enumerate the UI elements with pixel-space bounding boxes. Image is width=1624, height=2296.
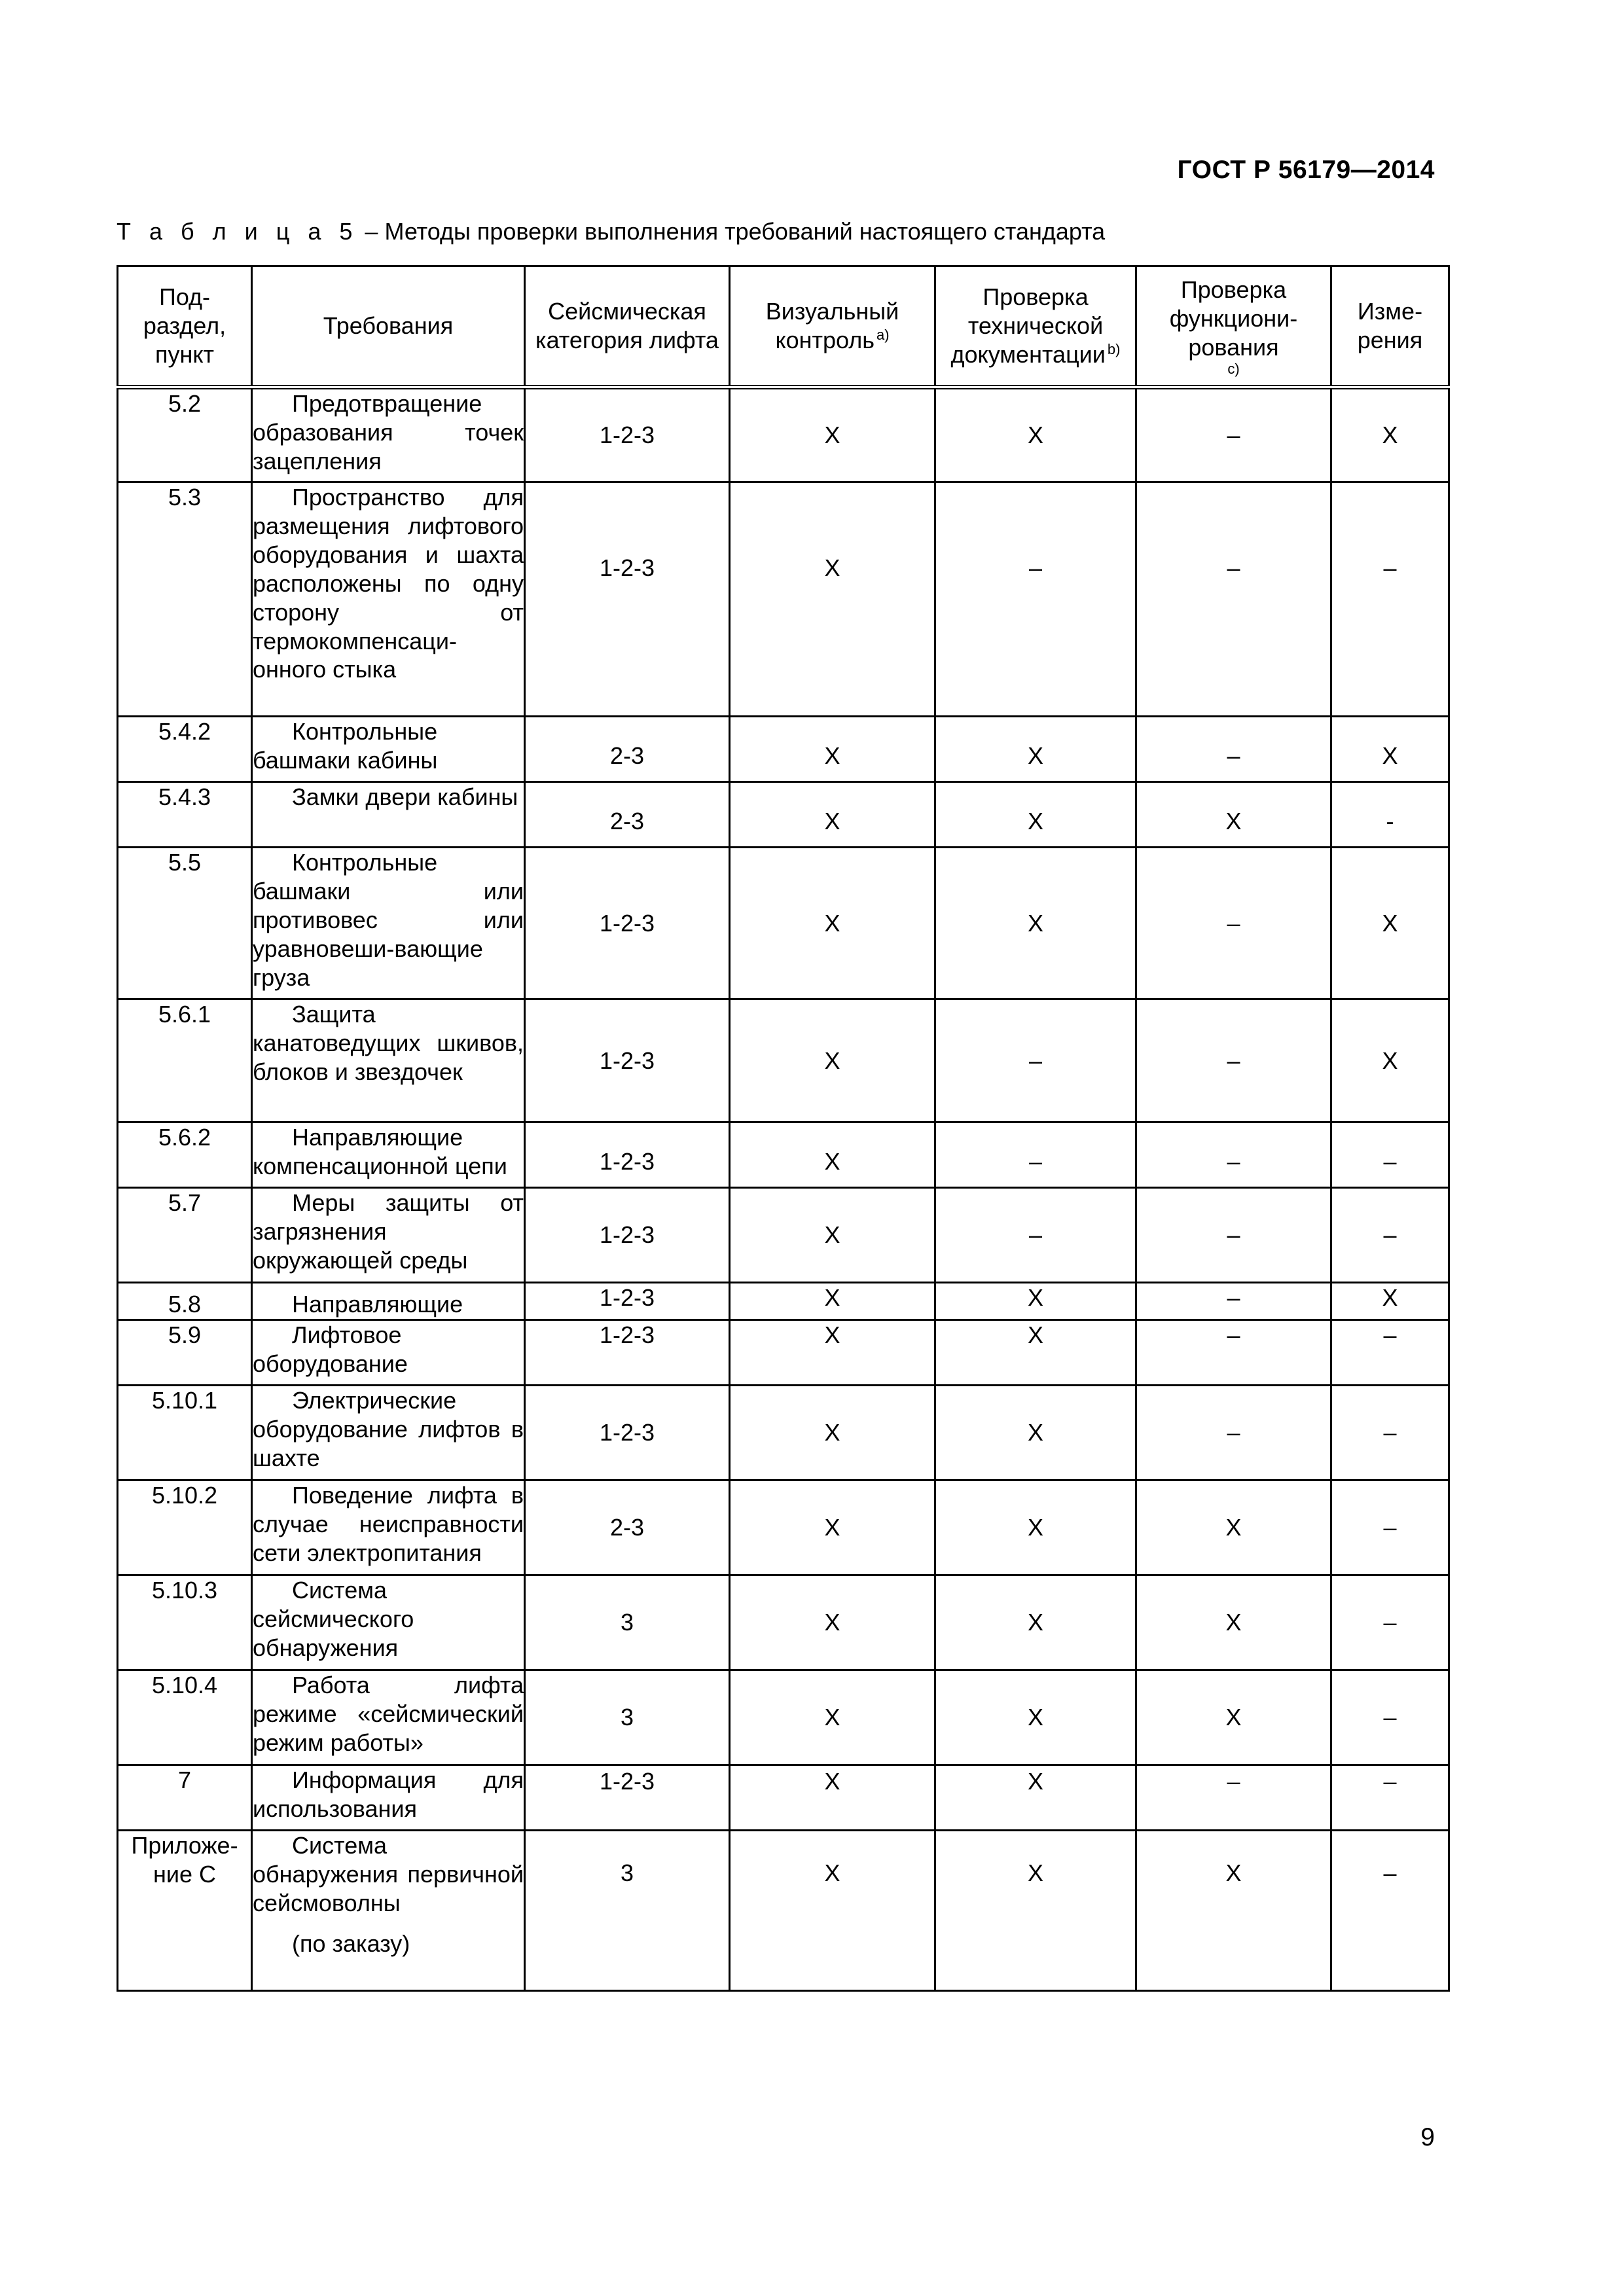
table-row (118, 1575, 1449, 1670)
visual-cell: X (730, 1480, 935, 1575)
function-cell: X (1136, 1831, 1331, 1991)
table-row (118, 999, 1449, 1122)
function-cell: – (1136, 1386, 1331, 1480)
category-cell: 3 (525, 1670, 730, 1765)
docs-cell: X (935, 1283, 1136, 1320)
visual-cell: X (730, 1122, 935, 1188)
methods-table (117, 265, 1450, 1992)
col-header-docs-label: Проверка технической документации (950, 283, 1106, 368)
section-cell: 5.4.3 (118, 782, 252, 848)
visual-cell: X (730, 782, 935, 848)
visual-cell: X (730, 387, 935, 482)
docs-cell: X (935, 387, 1136, 482)
function-cell: – (1136, 848, 1331, 999)
function-cell: X (1136, 1575, 1331, 1670)
col-header-category (525, 266, 730, 387)
requirement-cell (252, 1283, 525, 1320)
requirement-cell (252, 848, 525, 999)
table-row (118, 1670, 1449, 1765)
function-cell: – (1136, 1320, 1331, 1386)
section-cell: 5.8 (118, 1283, 252, 1320)
table-row (118, 1765, 1449, 1831)
footnote-c-marker: c) (1227, 360, 1240, 377)
col-header-function (1136, 266, 1331, 387)
docs-cell: – (935, 999, 1136, 1122)
measure-cell: – (1331, 1831, 1449, 1991)
measure-cell: - (1331, 782, 1449, 848)
category-cell: 1-2-3 (525, 1122, 730, 1188)
requirement-cell (252, 1670, 525, 1765)
section-cell: 5.6.2 (118, 1122, 252, 1188)
requirement-cell (252, 782, 525, 848)
document-id: ГОСТ Р 56179—2014 (1177, 156, 1435, 184)
requirement-text: Контрольные башмаки кабины (253, 718, 438, 774)
measure-cell: – (1331, 482, 1449, 717)
category-cell: 1-2-3 (525, 1283, 730, 1320)
col-header-category-label: Сейсмическая категория лифта (535, 298, 719, 353)
section-cell: 5.4.2 (118, 717, 252, 782)
table-row (118, 717, 1449, 782)
measure-cell: – (1331, 1765, 1449, 1831)
requirement-cell (252, 482, 525, 717)
requirement-cell (252, 1188, 525, 1283)
measure-cell: X (1331, 1283, 1449, 1320)
table-row (118, 1831, 1449, 1991)
col-header-visual-label: Визуальный контроль (765, 298, 899, 353)
requirement-text: Предотвращение образования точек зацепления (253, 390, 524, 475)
requirement-text: Меры защиты от загрязнения окружающей среды (253, 1189, 524, 1274)
category-cell: 1-2-3 (525, 387, 730, 482)
measure-cell: – (1331, 1386, 1449, 1480)
col-header-section-label: Под- раздел, пункт (143, 283, 226, 368)
table-caption-text: – Методы проверки выполнения требований настоящего стандарта (358, 218, 1106, 245)
section-cell: 5.6.1 (118, 999, 252, 1122)
requirement-text: Замки двери кабины (292, 783, 518, 810)
table-row (118, 782, 1449, 848)
function-cell: X (1136, 1670, 1331, 1765)
docs-cell: X (935, 1831, 1136, 1991)
col-header-measure-label: Изме-рения (1357, 298, 1423, 353)
docs-cell: X (935, 717, 1136, 782)
table-row (118, 1122, 1449, 1188)
visual-cell: X (730, 1386, 935, 1480)
visual-cell: X (730, 1670, 935, 1765)
section-cell: 5.10.1 (118, 1386, 252, 1480)
category-cell: 1-2-3 (525, 1188, 730, 1283)
page-number: 9 (1420, 2123, 1435, 2151)
measure-cell: X (1331, 999, 1449, 1122)
category-cell: 1-2-3 (525, 482, 730, 717)
visual-cell: X (730, 482, 935, 717)
requirement-cell (252, 1122, 525, 1188)
section-cell: 5.9 (118, 1320, 252, 1386)
category-cell: 2-3 (525, 782, 730, 848)
table-row (118, 848, 1449, 999)
docs-cell: X (935, 782, 1136, 848)
table-row (118, 1188, 1449, 1283)
requirement-text: Электрические оборудование лифтов в шахте (253, 1387, 524, 1471)
requirement-cell (252, 999, 525, 1122)
requirement-text: Защита канатоведущих шкивов, блоков и звездочек (253, 1001, 524, 1085)
table-row (118, 1283, 1449, 1320)
requirement-text: Направляющие (292, 1291, 463, 1318)
function-cell: X (1136, 782, 1331, 848)
measure-cell: X (1331, 387, 1449, 482)
visual-cell: X (730, 1831, 935, 1991)
visual-cell: X (730, 1283, 935, 1320)
section-cell: 5.10.2 (118, 1480, 252, 1575)
requirement-cell (252, 1831, 525, 1991)
col-header-requirement (252, 266, 525, 387)
requirement-text: Система обнаружения первичной сейсмоволны (253, 1832, 524, 1916)
section-cell: Приложе- ние С (118, 1831, 252, 1991)
function-cell: – (1136, 999, 1331, 1122)
col-header-section (118, 266, 252, 387)
requirement-cell (252, 1480, 525, 1575)
requirement-text: Поведение лифта в случае неисправности сети электропитания (253, 1482, 524, 1566)
requirement-text: Лифтовое оборудование (253, 1321, 408, 1377)
table-header-row (118, 266, 1449, 387)
visual-cell: X (730, 1320, 935, 1386)
function-cell: – (1136, 482, 1331, 717)
category-cell: 1-2-3 (525, 999, 730, 1122)
table-row (118, 1480, 1449, 1575)
table-row (118, 1320, 1449, 1386)
requirement-text: Информация для использования (253, 1767, 524, 1822)
measure-cell: – (1331, 1575, 1449, 1670)
measure-cell: – (1331, 1670, 1449, 1765)
requirement-cell (252, 1765, 525, 1831)
docs-cell: X (935, 1575, 1136, 1670)
section-cell: 7 (118, 1765, 252, 1831)
docs-cell: X (935, 848, 1136, 999)
docs-cell: X (935, 1670, 1136, 1765)
measure-cell: – (1331, 1122, 1449, 1188)
requirement-note: (по заказу) (292, 1929, 410, 1957)
section-cell: 5.7 (118, 1188, 252, 1283)
measure-cell: – (1331, 1480, 1449, 1575)
category-cell: 1-2-3 (525, 1386, 730, 1480)
table-row (118, 1386, 1449, 1480)
visual-cell: X (730, 848, 935, 999)
docs-cell: – (935, 482, 1136, 717)
section-cell: 5.3 (118, 482, 252, 717)
visual-cell: X (730, 1765, 935, 1831)
docs-cell: X (935, 1386, 1136, 1480)
footnote-b-marker: b) (1107, 340, 1121, 357)
visual-cell: X (730, 1575, 935, 1670)
section-cell: 5.10.3 (118, 1575, 252, 1670)
category-cell: 1-2-3 (525, 1765, 730, 1831)
category-cell: 1-2-3 (525, 1320, 730, 1386)
docs-cell: X (935, 1320, 1136, 1386)
function-cell: X (1136, 1480, 1331, 1575)
category-cell: 2-3 (525, 1480, 730, 1575)
docs-cell: – (935, 1122, 1136, 1188)
category-cell: 2-3 (525, 717, 730, 782)
measure-cell: – (1331, 1320, 1449, 1386)
requirement-text: Направляющие компенсационной цепи (253, 1124, 507, 1179)
section-cell: 5.5 (118, 848, 252, 999)
visual-cell: X (730, 1188, 935, 1283)
requirement-cell (252, 1386, 525, 1480)
category-cell: 3 (525, 1831, 730, 1991)
requirement-text: Работа лифта режиме «сейсмический режим работы» (253, 1672, 524, 1756)
col-header-function-label: Проверка функциони-рования (1169, 276, 1298, 361)
function-cell: – (1136, 717, 1331, 782)
table-caption (117, 218, 1105, 245)
function-cell: – (1136, 1765, 1331, 1831)
function-cell: – (1136, 1188, 1331, 1283)
docs-cell: – (935, 1188, 1136, 1283)
measure-cell: X (1331, 848, 1449, 999)
requirement-text: Контрольные башмаки или противовес или уравновеши-вающие груза (253, 849, 524, 991)
col-header-measure (1331, 266, 1449, 387)
requirement-text: Пространство для размещения лифтового оборудования и шахта расположены по одну сторону от термокомпенсаци-онного стыка (253, 484, 524, 683)
function-cell: – (1136, 1122, 1331, 1188)
requirement-cell (252, 717, 525, 782)
category-cell: 1-2-3 (525, 848, 730, 999)
footnote-a-marker: a) (876, 327, 890, 343)
requirement-text: Система сейсмического обнаружения (253, 1577, 414, 1661)
requirement-cell (252, 1575, 525, 1670)
requirement-cell (252, 1320, 525, 1386)
requirement-cell (252, 387, 525, 482)
table-row (118, 387, 1449, 482)
table-row (118, 482, 1449, 717)
table-caption-label: Т а б л и ц а 5 (117, 218, 359, 245)
section-cell: 5.2 (118, 387, 252, 482)
function-cell: – (1136, 387, 1331, 482)
measure-cell: – (1331, 1188, 1449, 1283)
function-cell: – (1136, 1283, 1331, 1320)
section-cell: 5.10.4 (118, 1670, 252, 1765)
docs-cell: X (935, 1480, 1136, 1575)
col-header-docs (935, 266, 1136, 387)
col-header-visual (730, 266, 935, 387)
visual-cell: X (730, 717, 935, 782)
docs-cell: X (935, 1765, 1136, 1831)
col-header-requirement-label: Требования (323, 312, 454, 340)
measure-cell: X (1331, 717, 1449, 782)
visual-cell: X (730, 999, 935, 1122)
category-cell: 3 (525, 1575, 730, 1670)
